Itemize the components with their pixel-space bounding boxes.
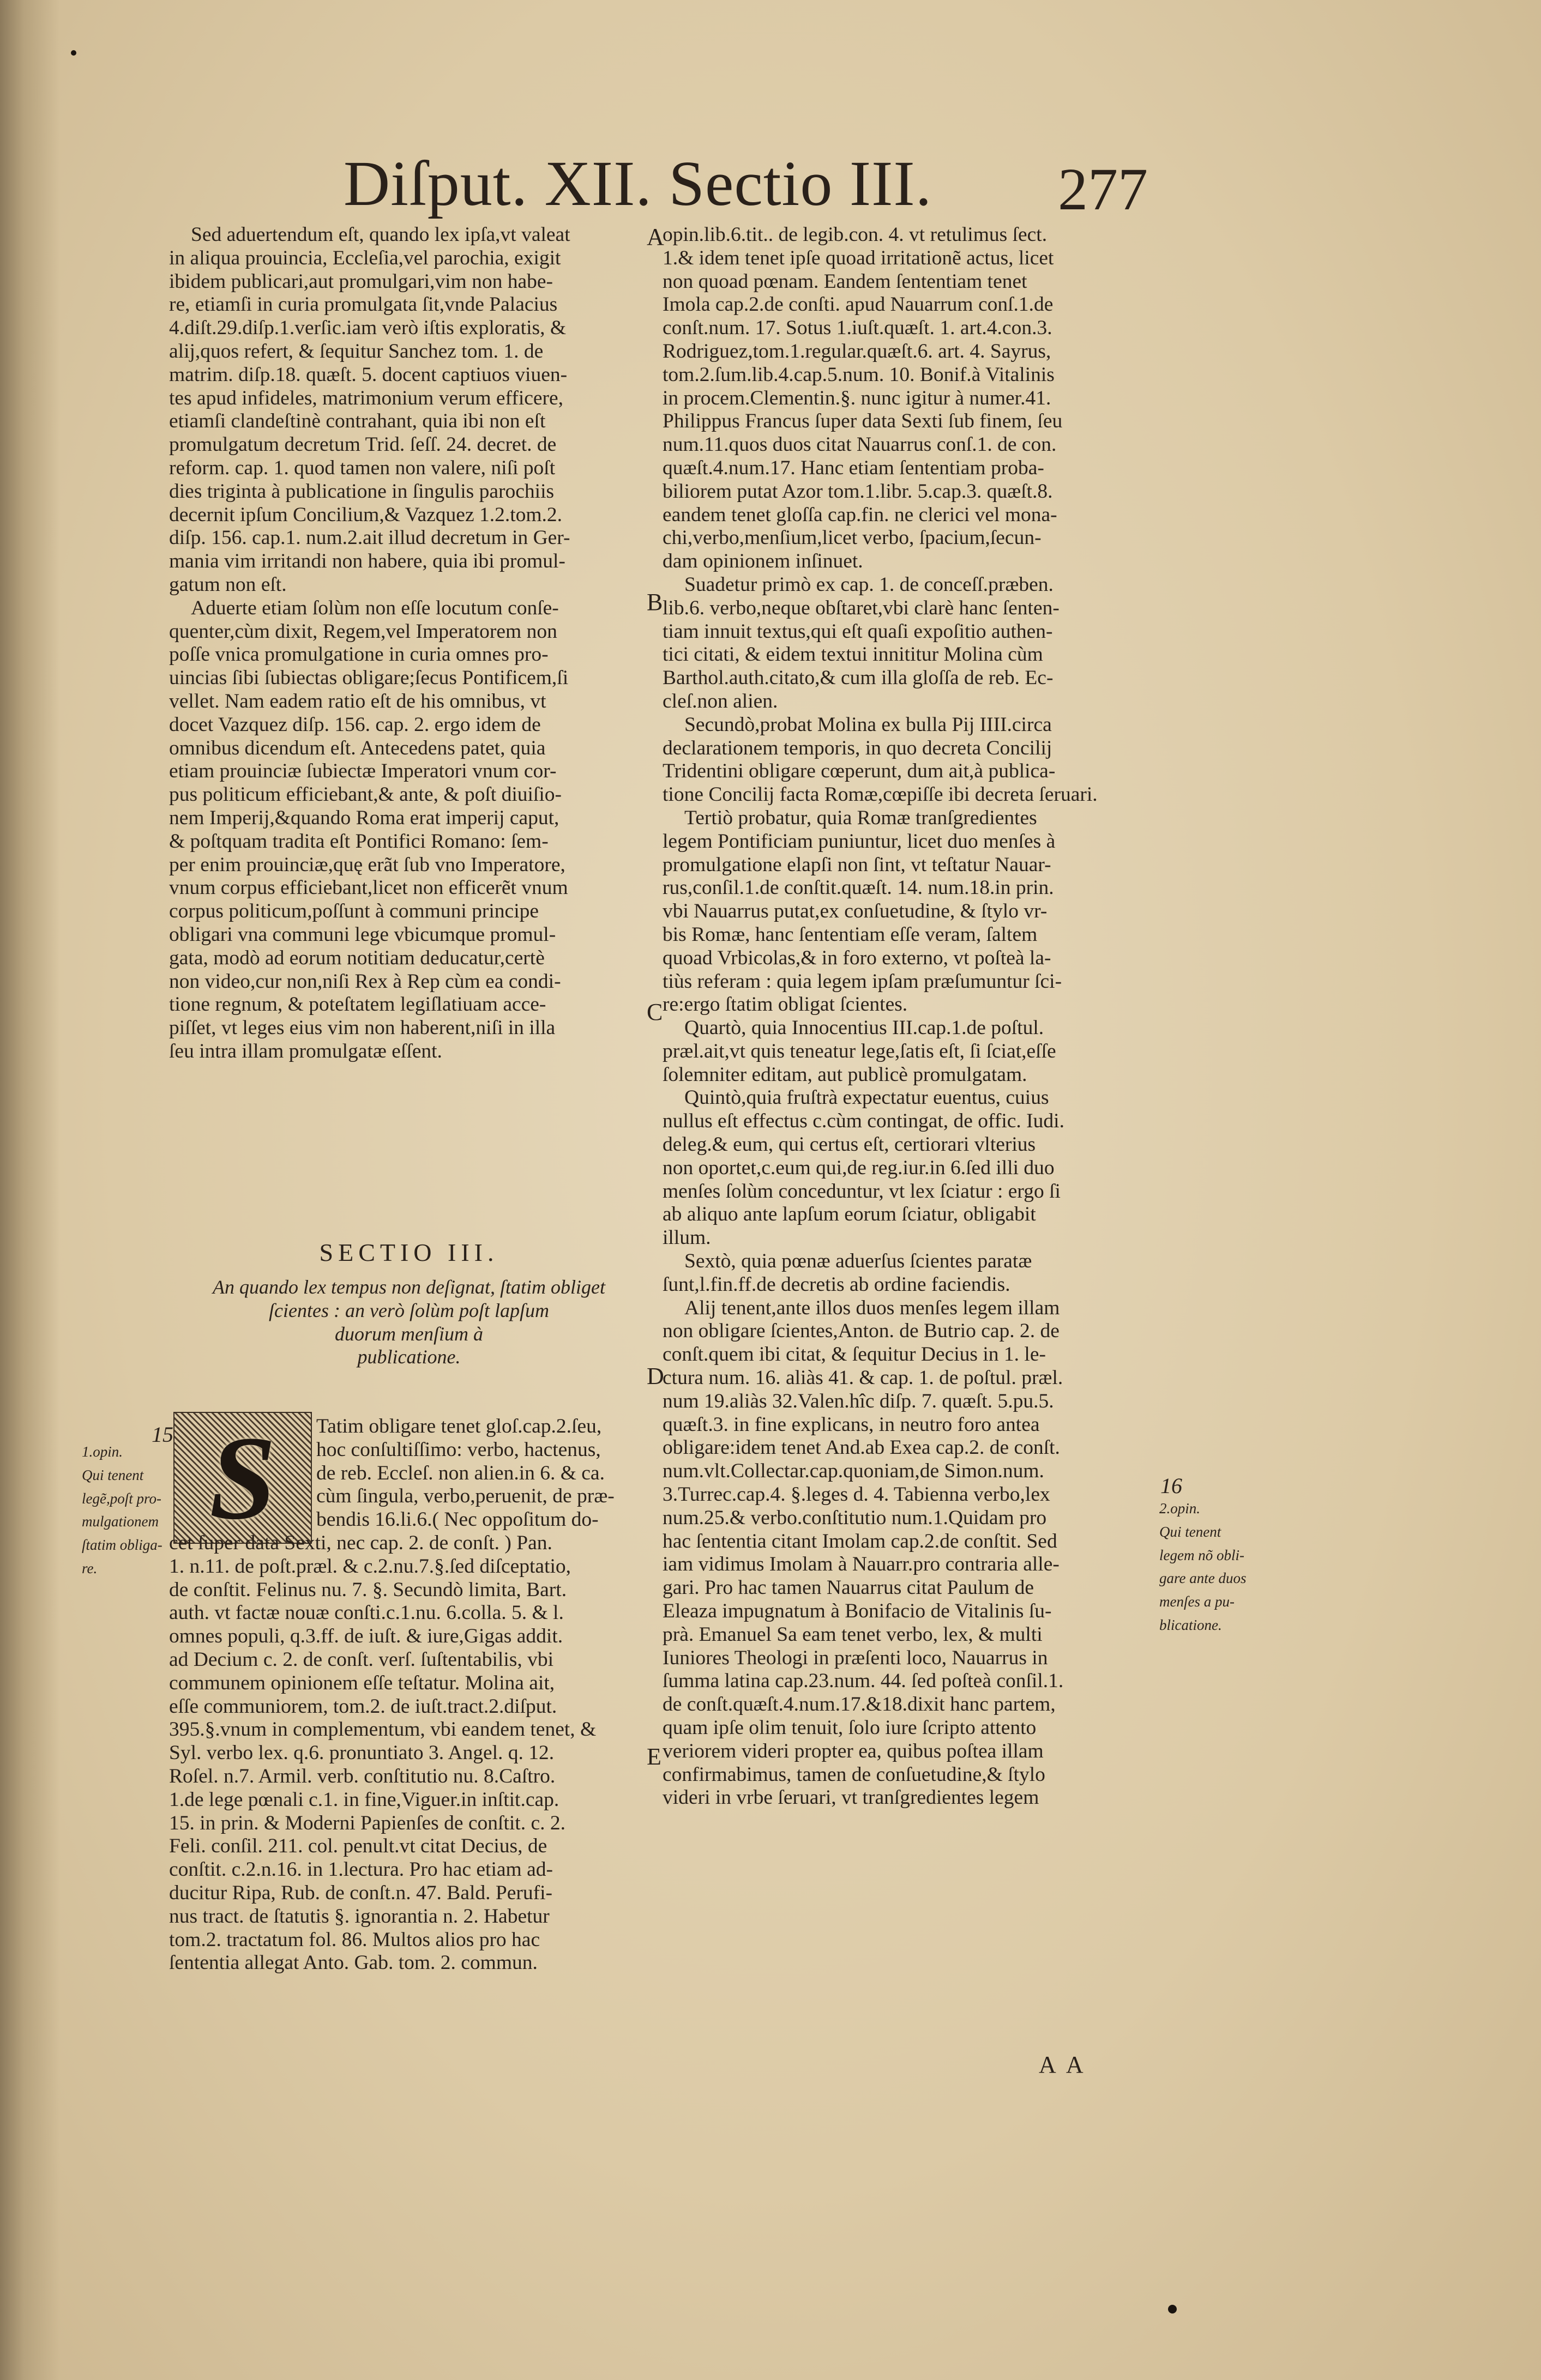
text-line: chi,verbo,menſium,licet verbo, ſpacium,ſecun- <box>663 527 1042 549</box>
text-line: lib.6. verbo,neque obſtaret,vbi clarè hanc ſenten- <box>663 596 1060 619</box>
text-line: omnes populi, q.3.ff. de iuſt. & iure,Gigas addit. <box>169 1625 563 1648</box>
text-line: Eleaza impugnatum à Bonifacio de Vitalinis ſu- <box>663 1600 1052 1623</box>
text-line: nem Imperij,&quando Roma erat imperij caput, <box>169 806 559 829</box>
column-marker-a: A <box>647 223 664 250</box>
text-line: de reb. Eccleſ. non alien.in 6. & ca. <box>316 1461 605 1484</box>
text-line: non video,cur non,niſi Rex à Rep cùm ea condi- <box>169 970 561 993</box>
text-line: omnibus dicendum eſt. Antecedens patet, quia <box>169 736 546 759</box>
text-line: hoc conſultiſſimo: verbo, hactenus, <box>316 1438 601 1461</box>
initial-letter-glyph: S <box>209 1411 276 1544</box>
text-line: alij,quos refert, & ſequitur Sanchez tom. 1. de <box>169 340 544 363</box>
text-line: 1.de lege pœnali c.1. in fine,Viguer.in inſtit.cap. <box>169 1788 559 1811</box>
text-line: Barthol.auth.citato,& cum illa gloſſa de reb. Ec- <box>663 667 1054 690</box>
text-line: decernit ipſum Concilium,& Vazquez 1.2.tom.2. <box>169 503 563 526</box>
text-line: de conſtit. Felinus nu. 7. §. Secundò limita, Bart. <box>169 1578 567 1601</box>
text-line: biliorem putat Azor tom.1.libr. 5.cap.3. quæſt.8. <box>663 480 1053 503</box>
page-number: 277 <box>1058 156 1148 222</box>
text-line: docet Vazquez diſp. 156. cap. 2. ergo idem de <box>169 713 541 736</box>
margin-note-left <box>82 1443 174 1584</box>
text-line: ſtatim obliga- <box>82 1537 162 1554</box>
text-line: Qui tenent <box>82 1466 144 1483</box>
text-line: tici citati, & eidem textui innititur Molina cùm <box>663 643 1043 666</box>
text-line: Qui tenent <box>1159 1523 1221 1540</box>
text-line: menſes ſolùm conceduntur, vt lex ſciatur : ergo ſi <box>663 1180 1061 1203</box>
text-line: duorum menſium à <box>335 1322 483 1345</box>
text-line: re, etiamſi in curia promulgata ſit,vnde Palacius <box>169 293 558 316</box>
text-line: Iuniores Theologi in præſenti loco, Nauarrus in <box>663 1646 1048 1669</box>
text-line: gatum non eſt. <box>169 573 287 596</box>
column-marker-e: E <box>647 1743 661 1770</box>
column-marker-c: C <box>647 999 663 1025</box>
text-line: uincias ſibi ſubiectas obligare;ſecus Pontificem,ſi <box>169 667 569 690</box>
text-line: num.25.& verbo.conſtitutio num.1.Quidam pro <box>663 1506 1047 1529</box>
text-line: Sextò, quia pœnæ aduerſus ſcientes paratæ <box>684 1250 1032 1273</box>
ink-dot <box>71 50 76 56</box>
text-line: non obligare ſcientes,Anton. de Butrio cap. 2. de <box>663 1320 1060 1343</box>
text-line: obligare:idem tenet And.ab Exea cap.2. de conſt. <box>663 1436 1060 1459</box>
text-line: Philippus Francus ſuper data Sexti ſub finem, ſeu <box>663 410 1063 433</box>
text-line: deleg.& eum, qui certus eſt, certiorari vlterius <box>663 1133 1036 1156</box>
text-line: 4.diſt.29.diſp.1.verſic.iam verò iſtis exploratis, & <box>169 317 567 340</box>
text-line: quæſt.4.num.17. Hanc etiam ſententiam proba- <box>663 456 1044 479</box>
text-line: confirmabimus, tamen de conſuetudine,& ſtylo <box>663 1763 1045 1786</box>
text-line: Syl. verbo lex. q.6. pronuntiato 3. Angel. q. 12. <box>169 1742 555 1765</box>
text-line: Roſel. n.7. Armil. verb. conſtitutio nu. 8.Caſtro. <box>169 1765 556 1787</box>
text-line: ſententia allegat Anto. Gab. tom. 2. commun. <box>169 1952 538 1974</box>
text-line: Rodriguez,tom.1.regular.quæſt.6. art. 4. Sayrus, <box>663 340 1051 363</box>
text-line: veriorem videri propter ea, quibus poſtea illam <box>663 1739 1044 1762</box>
text-line: Quartò, quia Innocentius III.cap.1.de poſtul. <box>684 1017 1044 1040</box>
text-line: legẽ,poſt pro- <box>82 1490 161 1507</box>
text-line: eſſe communiorem, tom.2. de iuſt.tract.2.diſput. <box>169 1695 557 1718</box>
text-line: videri in vrbe ſeruari, vt tranſgredientes legem <box>663 1786 1039 1809</box>
text-line: 2.opin. <box>1159 1500 1201 1517</box>
binding-gutter-shadow <box>0 0 60 2380</box>
text-line: ſcientes : an verò ſolùm poſt lapſum <box>269 1299 549 1321</box>
text-line: legem Pontificiam puniuntur, licet duo menſes à <box>663 830 1056 853</box>
text-line: gari. Pro hac tamen Nauarrus citat Paulum de <box>663 1576 1034 1599</box>
text-line: declarationem temporis, in quo decreta Concilij <box>663 736 1052 759</box>
text-line: tes apud infideles, matrimonium verum efficere, <box>169 386 564 409</box>
text-line: non quoad pœnam. Eandem ſententiam tenet <box>663 270 1027 293</box>
text-line: ab aliquo ante lapſum eorum ſciatur, obligabit <box>663 1203 1036 1226</box>
text-line: promulgatum decretum Trid. ſeſſ. 24. decret. de <box>169 433 557 456</box>
text-line: 15. in prin. & Moderni Papienſes de conſtit. c. 2. <box>169 1811 565 1834</box>
right-column-text <box>663 223 1159 1810</box>
text-line: tione regnum, & poteſtatem legiſlatiuam acce- <box>169 993 546 1016</box>
text-line: An quando lex tempus non deſignat, ſtatim obliget <box>213 1276 605 1298</box>
text-line: gare ante duos <box>1159 1570 1247 1587</box>
text-line: bis Romæ, hanc ſententiam eſſe veram, ſaltem <box>663 923 1038 946</box>
text-line: nullus eſt effectus c.cùm contingat, de offic. Iudi. <box>663 1110 1064 1133</box>
text-line: rus,conſil.1.de conſtit.quæſt. 14. num.18.in prin. <box>663 877 1054 899</box>
text-line: obligari vna communi lege vbicumque promul- <box>169 923 556 946</box>
column-marker-d: D <box>647 1363 664 1390</box>
text-line: cleſ.non alien. <box>663 690 778 712</box>
text-line: quæſt.3. in fine explicans, in neutro foro antea <box>663 1413 1040 1436</box>
text-line: tiam innuit textus,qui eſt quaſi expoſitio authen- <box>663 620 1053 643</box>
section-summary <box>174 1276 643 1369</box>
text-line: dies triginta à publicatione in ſingulis parochiis <box>169 480 555 503</box>
text-line: ſunt,l.fin.ff.de decretis ab ordine faciendis. <box>663 1273 1010 1296</box>
text-line: num 19.aliàs 32.Valen.hîc diſp. 7. quæſt. 5.pu.5. <box>663 1390 1054 1412</box>
left-column-text <box>169 223 649 1064</box>
text-line: ctura num. 16. aliàs 41. & cap. 1. de poſtul. præl. <box>663 1367 1063 1390</box>
text-line: & poſtquam tradita eſt Pontifici Romano: ſem- <box>169 830 549 853</box>
text-line: opin.lib.6.tit.. de legib.con. 4. vt retulimus ſect. <box>663 223 1048 246</box>
text-line: bendis 16.li.6.( Nec oppoſitum do- <box>316 1508 599 1531</box>
text-line: gata, modò ad eorum notitiam deducatur,certè <box>169 946 545 969</box>
text-line: 1.opin. <box>82 1443 123 1460</box>
text-line: quam ipſe olim tenuit, ſolo iure ſcripto attento <box>663 1717 1037 1739</box>
text-line: Feli. conſil. 211. col. penult.vt citat Decius, de <box>169 1835 547 1858</box>
text-line: etiam prouinciæ ſubiectæ Imperatori vnum cor- <box>169 760 557 783</box>
text-line: menſes a pu- <box>1159 1593 1235 1610</box>
text-line: conſt.num. 17. Sotus 1.iuſt.quæſt. 1. art.4.con.3. <box>663 317 1052 340</box>
text-line: ducitur Ripa, Rub. de conſt.n. 47. Bald. Perufi- <box>169 1881 553 1904</box>
text-line: Tridentini obligare cœperunt, dum ait,à publica- <box>663 760 1056 783</box>
text-line: Alij tenent,ante illos duos menſes legem illam <box>684 1296 1060 1319</box>
text-line: cet ſuper data Sexti, nec cap. 2. de conſt. ) Pan. <box>169 1531 552 1554</box>
column-marker-b: B <box>647 589 663 615</box>
text-line: tom.2. tractatum fol. 86. Multos alios pro hac <box>169 1928 540 1951</box>
text-line: illum. <box>663 1227 711 1249</box>
section-heading: SECTIO III. <box>319 1239 499 1266</box>
text-line: pus politicum efficiebant,& ante, & poſt diuiſio- <box>169 783 562 806</box>
text-line: ad Decium c. 2. de conſt. verſ. ſuſtentabilis, vbi <box>169 1648 554 1671</box>
text-line: 3.Turrec.cap.4. §.leges d. 4. Tabienna verbo,lex <box>663 1483 1050 1506</box>
text-line: iam vidimus Imolam à Nauarr.pro contraria alle- <box>663 1553 1060 1576</box>
text-line: de conſt.quæſt.4.num.17.&18.dixit hanc partem, <box>663 1693 1056 1716</box>
text-line: corpus politicum,poſſunt à communi principe <box>169 900 539 923</box>
text-line: in procem.Clementin.§. nunc igitur à numer.41. <box>663 386 1051 409</box>
text-line: ſeu intra illam promulgatæ eſſent. <box>169 1040 442 1062</box>
text-line: Tatim obligare tenet gloſ.cap.2.ſeu, <box>316 1415 602 1437</box>
text-line: vnum corpus efficiebant,licet non efficerẽt vnum <box>169 877 568 899</box>
text-line: ſolemniter editam, aut publicè promulgatam. <box>663 1063 1027 1086</box>
text-line: Secundò,probat Molina ex bulla Pij IIII.circa <box>684 713 1052 736</box>
text-line: in aliqua prouincia, Eccleſia,vel parochia, exigit <box>169 246 561 269</box>
ink-dot <box>1168 2305 1177 2313</box>
text-line: publicatione. <box>357 1346 461 1368</box>
text-line: dam opinionem inſinuet. <box>663 550 863 573</box>
text-line: eandem tenet gloſſa cap.fin. ne clerici vel mona- <box>663 503 1057 526</box>
text-line: ibidem publicari,aut promulgari,vim non habe- <box>169 270 553 293</box>
text-line: ſumma latina cap.23.num. 44. ſed poſteà conſil.1. <box>663 1670 1064 1693</box>
text-line: quenter,cùm dixit, Regem,vel Imperatorem non <box>169 620 557 643</box>
text-line: re:ergo ſtatim obligat ſcientes. <box>663 993 908 1016</box>
text-line: tione Concilij facta Romæ,cœpiſſe ibi decreta ſeruari. <box>663 783 1098 806</box>
text-line: auth. vt factæ nouæ conſti.c.1.nu. 6.colla. 5. & l. <box>169 1602 564 1624</box>
margin-note-right <box>1159 1500 1268 1640</box>
margin-number-right: 16 <box>1160 1473 1182 1498</box>
text-line: mania vim irritandi non habere, quia ibi promul- <box>169 550 565 573</box>
text-line: communem opinionem eſſe teſtatur. Molina ait, <box>169 1671 555 1694</box>
text-line: blicatione. <box>1159 1616 1222 1633</box>
text-line: legem nõ obli- <box>1159 1547 1244 1563</box>
text-line: per enim prouinciæ,quę erãt ſub vno Imperatore, <box>169 853 565 876</box>
text-line: Sed aduertendum eſt, quando lex ipſa,vt valeat <box>191 223 570 246</box>
text-line: vellet. Nam eadem ratio eſt de his omnibus, vt <box>169 690 546 712</box>
text-line: vbi Nauarrus putat,ex conſuetudine, & ſtylo vr- <box>663 900 1048 923</box>
text-line: cùm ſingula, verbo,peruenit, de præ- <box>316 1485 615 1508</box>
text-line: non oportet,c.eum qui,de reg.iur.in 6.ſed illi duo <box>663 1156 1055 1179</box>
text-line: conſt.quem ibi citat, & ſequitur Decius in 1. le- <box>663 1343 1046 1366</box>
signature-mark: A A <box>1039 2051 1087 2078</box>
running-head: Diſput. XII. Sectio III. <box>344 148 932 219</box>
text-line: tiùs referam : quia legem ipſam præſumuntur ſci- <box>663 970 1062 993</box>
text-line: conſtit. c.2.n.16. in 1.lectura. Pro hac etiam ad- <box>169 1858 553 1881</box>
text-line: num.vlt.Collectar.cap.quoniam,de Simon.num. <box>663 1460 1044 1483</box>
left-column-section-text <box>169 1411 649 1975</box>
text-line: etiamſi clandeſtinè contrahant, quia ibi non eſt <box>169 410 546 433</box>
text-line: hac ſententia citant Imolam cap.2.de conſtit. Sed <box>663 1530 1057 1553</box>
text-line: re. <box>82 1560 98 1576</box>
text-line: Aduerte etiam ſolùm non eſſe locutum conſe- <box>191 596 559 619</box>
margin-number-left: 15 <box>152 1422 173 1447</box>
text-line: 395.§.vnum in complementum, vbi eandem tenet, & <box>169 1718 597 1741</box>
text-line: præl.ait,vt quis teneatur lege,ſatis eſt, ſi ſciat,eſſe <box>663 1040 1056 1062</box>
text-line: nus tract. de ſtatutis §. ignorantia n. 2. Habetur <box>169 1905 550 1928</box>
text-line: matrim. diſp.18. quæſt. 5. docent captiuos viuen- <box>169 363 568 386</box>
text-line: prà. Emanuel Sa eam tenet verbo, lex, & multi <box>663 1623 1043 1646</box>
text-line: poſſe vnica promulgatione in curia omnes pro- <box>169 643 549 666</box>
text-line: diſp. 156. cap.1. num.2.ait illud decretum in Ger- <box>169 527 570 549</box>
text-line: promulgatione elapſi non ſint, vt teſtatur Nauar- <box>663 853 1051 876</box>
text-line: tom.2.ſum.lib.4.cap.5.num. 10. Bonif.à Vitalinis <box>663 363 1055 386</box>
text-line: reform. cap. 1. quod tamen non valere, niſi poſt <box>169 456 556 479</box>
text-line: Tertiò probatur, quia Romæ tranſgredientes <box>684 806 1037 829</box>
text-line: 1.& idem tenet ipſe quoad irritationẽ actus, licet <box>663 246 1054 269</box>
text-line: quoad Vrbicolas,& in foro externo, vt poſteà la- <box>663 946 1051 969</box>
text-line: num.11.quos duos citat Nauarrus conſ.1. de con. <box>663 433 1057 456</box>
text-line: piſſet, vt leges eius vim non haberent,niſi in illa <box>169 1017 556 1040</box>
text-line: Quintò,quia fruſtrà expectatur euentus, cuius <box>684 1086 1049 1109</box>
text-line: 1. n.11. de poſt.præl. & c.2.nu.7.§.ſed diſceptatio, <box>169 1555 571 1578</box>
text-line: Suadetur primò ex cap. 1. de conceſſ.præben. <box>684 573 1054 596</box>
text-line: mulgationem <box>82 1513 159 1530</box>
text-line: Imola cap.2.de conſti. apud Nauarrum conſ.1.de <box>663 293 1054 316</box>
